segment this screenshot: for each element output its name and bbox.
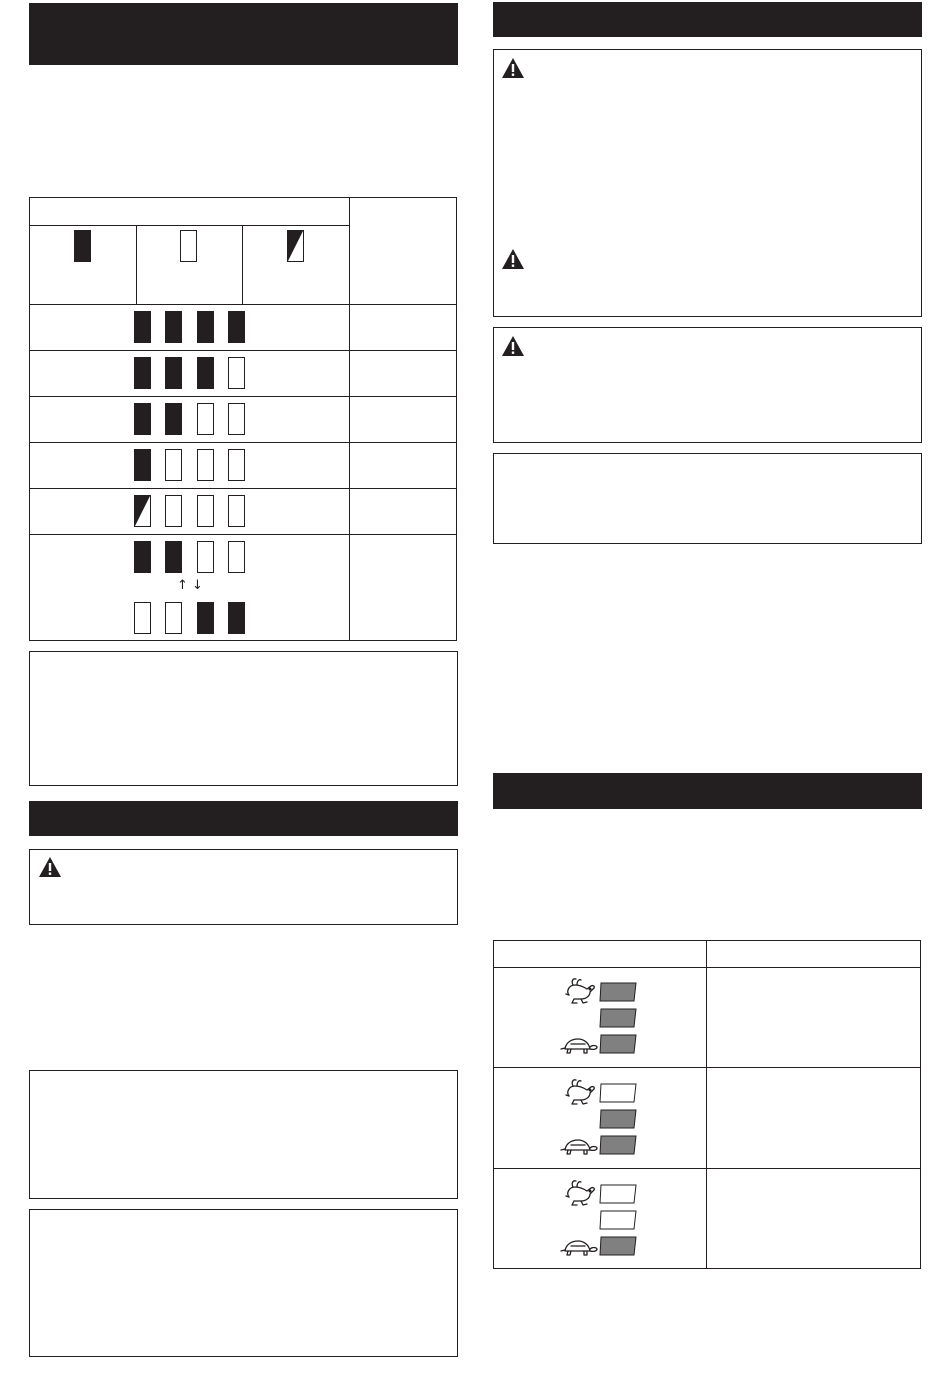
- section-header-bar-left-mid: [29, 801, 458, 836]
- turtle-icon: [559, 1237, 599, 1264]
- note-box-left-3: [29, 1209, 458, 1357]
- warning-triangle-icon: [501, 248, 525, 270]
- rabbit-icon: [563, 1078, 599, 1111]
- indicator-lamp-blinking: [134, 495, 151, 527]
- indicator-lamp-off: [197, 541, 214, 573]
- indicator-lamp-lit: [134, 449, 151, 481]
- speed-lamp-off: [599, 1210, 637, 1230]
- indicator-lamp-lit: [134, 541, 151, 573]
- indicator-lamp-lit: [228, 311, 245, 343]
- speed-lamp-off: [599, 1083, 637, 1103]
- indicator-lamp-off: [165, 449, 182, 481]
- up-down-arrows-icon: ↑ ↓: [177, 578, 203, 593]
- speed-lamp-on: [599, 1034, 637, 1054]
- caution-box-left: [29, 849, 458, 925]
- indicator-lamp-off: [228, 495, 245, 527]
- warning-triangle-icon: [38, 856, 62, 878]
- indicator-lamp-off: [228, 357, 245, 389]
- indicator-lamp-lit: [197, 311, 214, 343]
- warning-box-right-2: [493, 327, 922, 443]
- indicator-lamp-lit: [134, 357, 151, 389]
- speed-lamp-on: [599, 1008, 637, 1028]
- note-box-left-2: [29, 1070, 458, 1199]
- speed-lamp-on: [599, 1109, 637, 1129]
- indicator-lamp-lit: [134, 311, 151, 343]
- section-header-bar-left-top: [29, 3, 458, 65]
- battery-indicator-table: [29, 197, 457, 641]
- rabbit-icon: [563, 1179, 599, 1212]
- indicator-lamp-lit: [165, 403, 182, 435]
- indicator-lamp-off: [165, 602, 182, 634]
- speed-lamp-off: [599, 1184, 637, 1204]
- indicator-lamp-lit: [165, 357, 182, 389]
- speed-lamp-on: [599, 1236, 637, 1256]
- note-box-right: [493, 453, 922, 544]
- warning-triangle-icon: [501, 57, 525, 79]
- indicator-lamp-lit: [165, 541, 182, 573]
- legend-off-lamp: [180, 230, 197, 262]
- turtle-icon: [559, 1136, 599, 1163]
- indicator-lamp-off: [165, 495, 182, 527]
- indicator-lamp-lit: [228, 602, 245, 634]
- speed-lamp-on: [599, 982, 637, 1002]
- warning-triangle-icon: [501, 335, 525, 357]
- speed-indicator-table: [493, 940, 921, 1269]
- note-box-left-1: [29, 651, 458, 786]
- speed-lamp-on: [599, 1135, 637, 1155]
- indicator-lamp-lit: [165, 311, 182, 343]
- section-header-bar-right-top: [493, 2, 922, 37]
- indicator-lamp-lit: [134, 403, 151, 435]
- indicator-lamp-off: [197, 449, 214, 481]
- turtle-icon: [559, 1035, 599, 1062]
- indicator-lamp-lit: [197, 357, 214, 389]
- indicator-lamp-lit: [197, 602, 214, 634]
- legend-blinking-lamp: [287, 230, 304, 262]
- section-header-bar-right-bottom: [493, 773, 922, 809]
- indicator-lamp-off: [228, 541, 245, 573]
- legend-lit-lamp: [74, 230, 91, 262]
- warning-box-right-1: [493, 49, 922, 317]
- indicator-lamp-off: [134, 602, 151, 634]
- indicator-lamp-off: [228, 449, 245, 481]
- indicator-lamp-off: [228, 403, 245, 435]
- indicator-lamp-off: [197, 495, 214, 527]
- rabbit-icon: [563, 977, 599, 1010]
- indicator-lamp-off: [197, 403, 214, 435]
